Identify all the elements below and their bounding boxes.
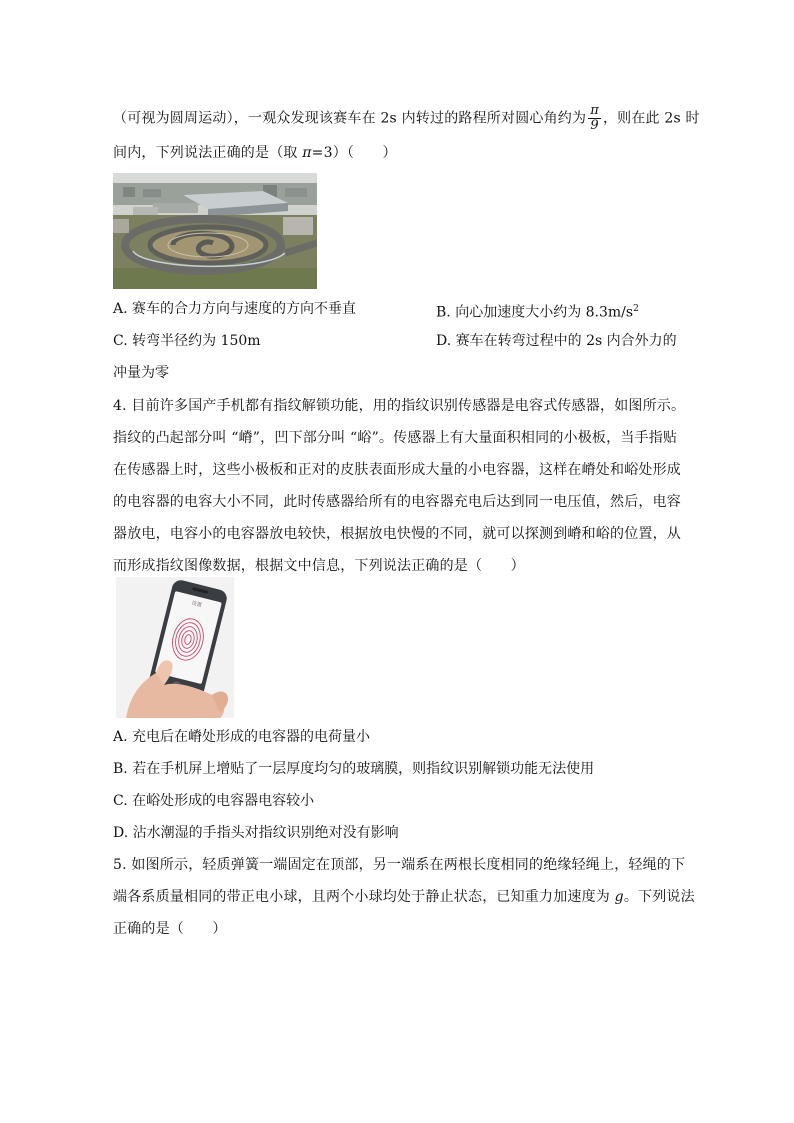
q5-stem-line-1: 5. 如图所示，轻质弹簧一端固定在顶部，另一端系在两根长度相同的绝缘轻绳上，轻绳的下 [113, 857, 686, 873]
fraction-denominator: 9 [590, 118, 599, 133]
q4-stem-line-5: 器放电，电容小的电容器放电较快，根据放电快慢的不同，就可以探测到嵴和峪的位置，从 [113, 526, 681, 542]
phone-fingerprint-photo [116, 577, 234, 718]
q3-stem-text-b: ，则在此 2s 时 [602, 110, 700, 127]
q3-option-c[interactable]: C. 转弯半径约为 150m [113, 333, 261, 349]
q3-option-a[interactable]: A. 赛车的合力方向与速度的方向不垂直 [113, 301, 357, 317]
phone-fingerprint-illustration [116, 577, 234, 718]
q5-stem-text-a: 端各系质量相同的带正电小球，且两个小球均处于静止状态，已知重力加速度为 [113, 889, 615, 905]
q4-stem-line-3: 在传感器上时，这些小极板和正对的皮肤表面形成大量的小电容器，这样在嵴处和峪处形成 [113, 462, 681, 478]
q3-option-b-superscript: 2 [633, 304, 639, 314]
phone-screen-title: 设置 [191, 600, 203, 609]
q3-stem-text-d: =3）（ ） [311, 145, 397, 161]
q3-option-b[interactable] [436, 299, 639, 323]
q4-option-a[interactable]: A. 充电后在嵴处形成的电容器的电荷量小 [113, 729, 371, 745]
q4-stem-line-4: 的电容器的电容大小不同，此时传感器给所有的电容器充电后达到同一电压值，然后，电容 [113, 494, 681, 510]
q4-stem-line-6: 而形成指纹图像数据，根据文中信息，下列说法正确的是（ ） [113, 558, 525, 574]
race-track-photo [113, 173, 317, 289]
q5-stem-text-b: 。下列说法 [623, 889, 695, 905]
q3-stem-text-c: 间内，下列说法正确的是（取 [113, 145, 303, 161]
q4-option-d[interactable]: D. 沾水潮湿的手指头对指纹识别绝对没有影响 [113, 825, 399, 841]
q3-stem-line-1 [113, 104, 700, 133]
q3-option-d[interactable]: D. 赛车在转弯过程中的 2s 内合外力的 [436, 333, 677, 349]
race-track-illustration [113, 173, 317, 289]
pi-symbol: π [302, 145, 312, 161]
q5-stem-line-3: 正确的是（ ） [113, 921, 227, 937]
q4-option-b[interactable]: B. 若在手机屏上增贴了一层厚度均匀的玻璃膜，则指纹识别解锁功能无法使用 [113, 761, 595, 777]
fraction-numerator: π [590, 103, 599, 118]
q4-stem-line-2: 指纹的凸起部分叫 “嵴”，凹下部分叫 “峪”。传感器上有大量面积相同的小极板，当手指贴 [113, 430, 678, 446]
q3-stem-text-a: （可视为圆周运动），一观众发现该赛车在 2s 内转过的路程所对圆心角约为 [113, 110, 587, 127]
q3-fraction [588, 104, 601, 133]
gravity-symbol: g [614, 889, 624, 905]
q4-stem-line-1: 4. 目前许多国产手机都有指纹解锁功能，用的指纹识别传感器是电容式传感器，如图所示。 [113, 398, 686, 414]
q3-option-b-text: B. 向心加速度大小约为 8.3m/s [436, 304, 634, 321]
q3-option-d-cont: 冲量为零 [113, 365, 169, 381]
q5-stem-line-2 [113, 887, 695, 907]
q3-stem-line-2 [113, 143, 397, 163]
q4-option-c[interactable]: C. 在峪处形成的电容器电容较小 [113, 793, 315, 809]
